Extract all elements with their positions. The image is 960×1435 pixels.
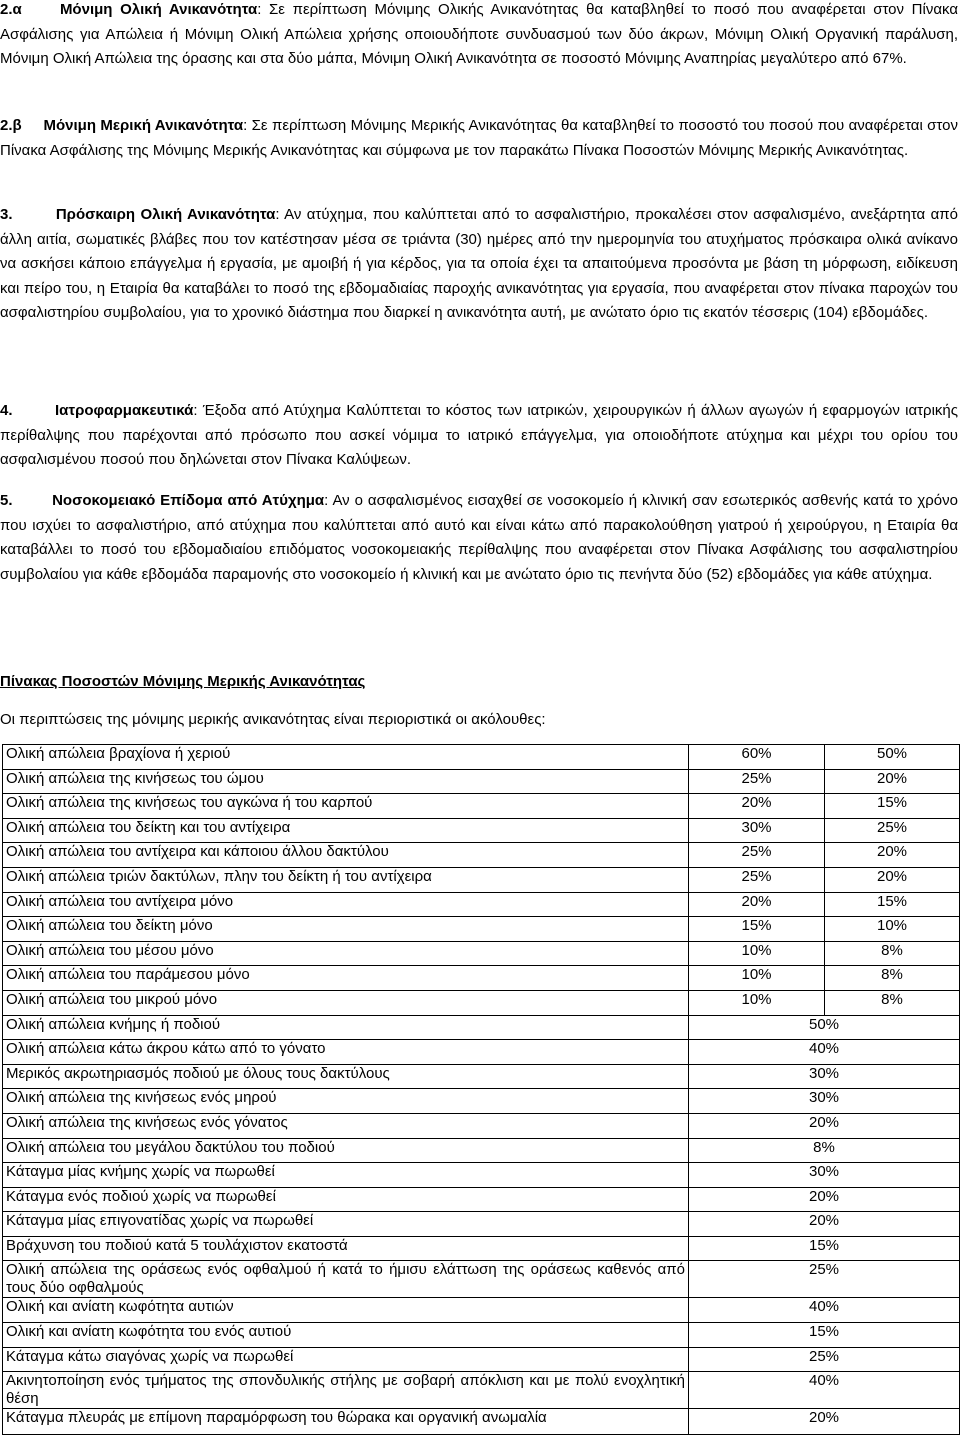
row-value-secondary: 20%	[825, 843, 960, 868]
row-label: Ολική απώλεια κνήμης ή ποδιού	[3, 1015, 689, 1040]
table-row	[3, 818, 960, 843]
table-row	[3, 990, 960, 1015]
row-label: Κάταγμα κάτω σιαγόνας χωρίς να πωρωθεί	[3, 1347, 689, 1372]
paragraph-5	[0, 489, 958, 587]
table-row	[3, 843, 960, 868]
row-value: 20%	[689, 1212, 960, 1237]
row-label: Ολική και ανίατη κωφότητα αυτιών	[3, 1298, 689, 1323]
row-value: 30%	[689, 1089, 960, 1114]
row-value: 40%	[689, 1372, 960, 1409]
table-row	[3, 769, 960, 794]
table-row	[3, 917, 960, 942]
row-value: 20%	[689, 1187, 960, 1212]
table-row	[3, 1323, 960, 1348]
row-label: Ολική απώλεια του αντίχειρα και κάποιου άλλου δακτύλου	[3, 843, 689, 868]
table-row	[3, 1236, 960, 1261]
table-row	[3, 1064, 960, 1089]
row-value: 25%	[689, 1347, 960, 1372]
table-row	[3, 941, 960, 966]
paragraph-heading: Μόνιμη Ολική Ανικανότητα	[59, 1, 258, 18]
row-value-secondary: 15%	[825, 892, 960, 917]
row-value-primary: 60%	[689, 745, 825, 770]
row-label: Ολική απώλεια τριών δακτύλων, πλην του δείκτη ή του αντίχειρα	[3, 867, 689, 892]
table-title: Πίνακας Ποσοστών Μόνιμης Μερικής Ανικανότητας	[0, 673, 366, 690]
paragraph-number: 2.α	[0, 1, 22, 18]
row-label: Ολική απώλεια του δείκτη και του αντίχειρα	[3, 818, 689, 843]
row-label: Ολική απώλεια βραχίονα ή χεριού	[3, 745, 689, 770]
paragraph-heading: Νοσοκομειακό Επίδομα από Ατύχημα	[52, 492, 325, 509]
row-value-primary: 10%	[689, 990, 825, 1015]
row-label: Ολική απώλεια του μέσου μόνο	[3, 941, 689, 966]
row-value-primary: 30%	[689, 818, 825, 843]
table-row	[3, 1261, 960, 1298]
table-row	[3, 1138, 960, 1163]
row-label: Κάταγμα ενός ποδιού χωρίς να πωρωθεί	[3, 1187, 689, 1212]
row-value-primary: 20%	[689, 892, 825, 917]
paragraph-heading: Πρόσκαιρη Ολική Ανικανότητα	[55, 206, 276, 223]
paragraph-4	[0, 399, 958, 473]
table-row	[3, 1089, 960, 1114]
paragraph-number: 3.	[0, 206, 13, 223]
row-value-primary: 25%	[689, 769, 825, 794]
row-label: Ολική απώλεια της κινήσεως του αγκώνα ή του καρπού	[3, 794, 689, 819]
table-row	[3, 1015, 960, 1040]
paragraph-2b	[0, 114, 958, 163]
row-value: 20%	[689, 1409, 960, 1435]
row-value: 50%	[689, 1015, 960, 1040]
table-row	[3, 1212, 960, 1237]
row-label: Μερικός ακρωτηριασμός ποδιού με όλους τους δακτύλους	[3, 1064, 689, 1089]
row-label: Κάταγμα μίας επιγονατίδας χωρίς να πωρωθεί	[3, 1212, 689, 1237]
row-value: 40%	[689, 1040, 960, 1065]
row-value: 15%	[689, 1236, 960, 1261]
paragraph-2a	[0, 0, 958, 72]
row-value-primary: 20%	[689, 794, 825, 819]
table-row	[3, 1187, 960, 1212]
row-value-secondary: 8%	[825, 966, 960, 991]
row-value-primary: 15%	[689, 917, 825, 942]
paragraph-number: 2.β	[0, 117, 22, 134]
row-value-secondary: 10%	[825, 917, 960, 942]
row-value: 40%	[689, 1298, 960, 1323]
table-row	[3, 745, 960, 770]
paragraph-number: 5.	[0, 492, 13, 509]
table-row	[3, 794, 960, 819]
row-label: Ολική απώλεια της κινήσεως ενός γόνατος	[3, 1113, 689, 1138]
row-value-secondary: 8%	[825, 990, 960, 1015]
paragraph-text: : Έξοδα από Ατύχημα Καλύπτεται το κόστος των ιατρικών, χειρουργικών ή άλλων αγωγών ή εφαρμογών ιατρικής περίθαλψης που παρέχονται από πρόσωπο που ασκεί νόμιμα το ιατρικό επάγγελμα, για οποιοδήποτε ατύχημα και μέχρι του ορίου του ασφαλισμένου ποσού που δηλώνεται στον Πίνακα Καλύψεων.	[0, 402, 958, 469]
table-row	[3, 1040, 960, 1065]
row-value-secondary: 25%	[825, 818, 960, 843]
paragraph-text: : Σε περίπτωση Μόνιμης Ολικής Ανικανότητας θα καταβληθεί το ποσό που αναφέρεται στον Πίνακα Ασφάλισης για Απώλεια ή Μόνιμη Ολική Απώλεια χρήσης οποιουδήποτε συνδυασμού των δύο άκρων, Μόνιμη Ολική Οργανική παράλυση, Μόνιμη Ολική Απώλεια της όρασης και στα δύο μάπα, Μόνιμη Ολική Ανικανότητα σε ποσοστό Μόνιμης Αναπηρίας μεγαλύτερο από 67%.	[0, 1, 958, 68]
table-row	[3, 966, 960, 991]
paragraph-heading: Μόνιμη Μερική Ανικανότητα	[43, 117, 244, 134]
row-value-secondary: 50%	[825, 745, 960, 770]
row-value: 30%	[689, 1064, 960, 1089]
row-label: Κάταγμα μίας κνήμης χωρίς να πωρωθεί	[3, 1163, 689, 1188]
paragraph-heading: Ιατροφαρμακευτικά	[55, 402, 194, 419]
row-value-secondary: 20%	[825, 769, 960, 794]
row-value-primary: 25%	[689, 843, 825, 868]
row-label: Ολική και ανίατη κωφότητα του ενός αυτιού	[3, 1323, 689, 1348]
paragraph-3	[0, 203, 958, 326]
table-intro: Οι περιπτώσεις της μόνιμης μερικής ανικανότητας είναι περιοριστικά οι ακόλουθες:	[0, 711, 546, 728]
row-value: 8%	[689, 1138, 960, 1163]
table-row	[3, 1298, 960, 1323]
row-label: Ολική απώλεια της κινήσεως του ώμου	[3, 769, 689, 794]
row-label: Ολική απώλεια του μικρού μόνο	[3, 990, 689, 1015]
row-value: 15%	[689, 1323, 960, 1348]
row-value: 20%	[689, 1113, 960, 1138]
row-label: Ολική απώλεια του αντίχειρα μόνο	[3, 892, 689, 917]
row-value-primary: 10%	[689, 941, 825, 966]
table-row	[3, 892, 960, 917]
row-label: Ολική απώλεια του δείκτη μόνο	[3, 917, 689, 942]
table-row	[3, 1113, 960, 1138]
table-row	[3, 1409, 960, 1435]
row-label: Ολική απώλεια του μεγάλου δακτύλου του ποδιού	[3, 1138, 689, 1163]
table-row	[3, 867, 960, 892]
table-row	[3, 1347, 960, 1372]
paragraph-text: : Αν ο ασφαλισμένος εισαχθεί σε νοσοκομείο ή κλινική σαν εσωτερικός ασθενής κατά το χρόνο που ισχύει το ασφαλιστήριο, από ατύχημα που καλύπτεται από αυτό και είναι κάτω από παρακολούθηση γιατρού ή χειρούργου, η Εταιρία θα καταβάλλει το ποσό του εβδομαδιαίου επιδόματος νοσοκομειακής περίθαλψης που αναφέρεται στον Πίνακα Ασφάλισης του ασφαλιστηρίου συμβολαίου για κάθε εβδομάδα παραμονής στο νοσοκομείο ή κλινική και με ανώτατο όριο τις πενήντα δύο (52) εβδομάδες για κάθε ατύχημα.	[0, 492, 958, 583]
row-label: Ολική απώλεια του παράμεσου μόνο	[3, 966, 689, 991]
row-label: Ολική απώλεια της οράσεως ενός οφθαλμού ή κατά το ήμισυ ελάττωση της οράσεως καθενός από τους δύο οφθαλμούς	[3, 1261, 689, 1298]
row-value-primary: 25%	[689, 867, 825, 892]
disability-percentage-table	[2, 744, 960, 1435]
table-row	[3, 1372, 960, 1409]
row-label: Ακινητοποίηση ενός τμήματος της σπονδυλικής στήλης με σοβαρή απόκλιση και με πολύ ενοχλητική θέση	[3, 1372, 689, 1409]
paragraph-number: 4.	[0, 402, 13, 419]
row-value-primary: 10%	[689, 966, 825, 991]
row-label: Ολική απώλεια της κινήσεως ενός μηρού	[3, 1089, 689, 1114]
row-value-secondary: 20%	[825, 867, 960, 892]
row-value: 30%	[689, 1163, 960, 1188]
row-label: Ολική απώλεια κάτω άκρου κάτω από το γόνατο	[3, 1040, 689, 1065]
paragraph-text: : Σε περίπτωση Μόνιμης Μερικής Ανικανότητας θα καταβληθεί το ποσοστό του ποσού που αναφέρεται στον Πίνακα Ασφάλισης της Μόνιμης Μερικής Ανικανότητας και σύμφωνα με τον παρακάτω Πίνακα Ποσοστών Μόνιμης Μερικής Ανικανότητας.	[0, 117, 958, 159]
paragraph-text: : Αν ατύχημα, που καλύπτεται από το ασφαλιστήριο, προκαλέσει στον ασφαλισμένο, ανεξάρτητα από άλλη αιτία, σωματικές βλάβες που τον κατέστησαν μέσα σε τριάντα (30) ημέρες από την ημερομηνία του ατυχήματος πρόσκαιρα ολικά ανίκανο να ασκήσει κάποιο επάγγελμα ή εργασία, με αμοιβή ή για κέρδος, για τα οποία έχει τα απαιτούμενα προσόντα με βάση τη μόρφωση, ειδίκευση και πείρο του, η Εταιρία θα καταβάλει το ποσό της εβδομαδιαίας παροχής ανικανότητας για εργασία, που αναφέρεται στον πίνακα παροχών του ασφαλιστηρίου συμβολαίου, για το χρονικό διάστημα που διαρκεί η ανικανότητα αυτή, με ανώτατο όριο τις εκατόν τέσσερις (104) εβδομάδες.	[0, 206, 958, 322]
row-value: 25%	[689, 1261, 960, 1298]
row-value-secondary: 15%	[825, 794, 960, 819]
row-label: Βράχυνση του ποδιού κατά 5 τουλάχιστον εκατοστά	[3, 1236, 689, 1261]
row-value-secondary: 8%	[825, 941, 960, 966]
table-row	[3, 1163, 960, 1188]
row-label: Κάταγμα πλευράς με επίμονη παραμόρφωση του θώρακα και οργανική ανωμαλία	[3, 1409, 689, 1435]
